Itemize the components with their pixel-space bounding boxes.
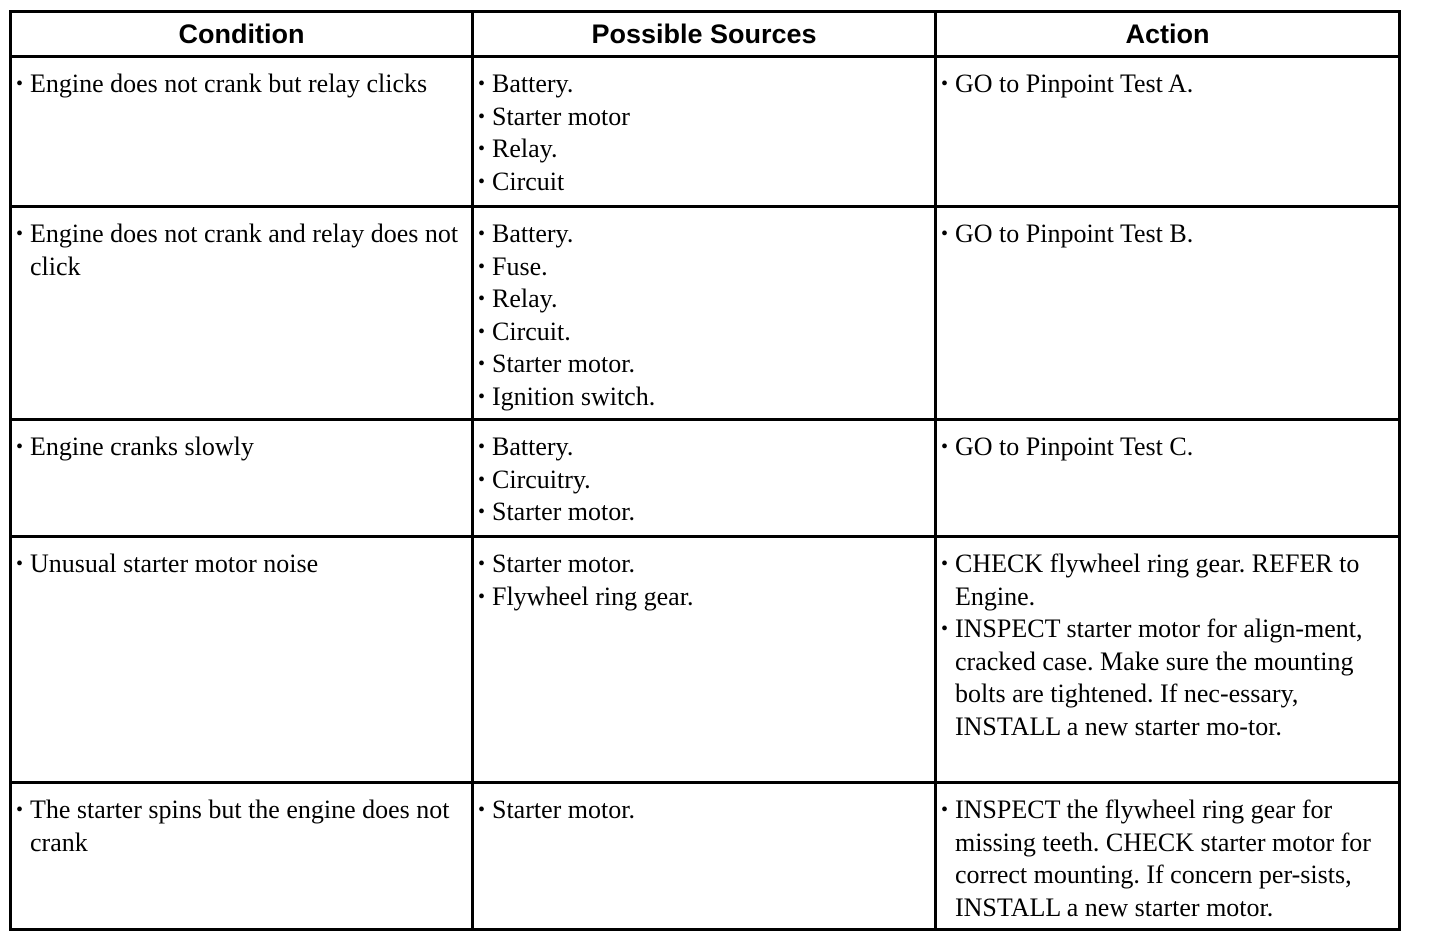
action-header: Action (936, 12, 1400, 57)
item-text: GO to Pinpoint Test B. (955, 219, 1194, 248)
item-text: Starter motor. (492, 349, 635, 378)
list-item (478, 381, 926, 414)
bullet-icon: • (941, 73, 949, 95)
bullet-icon: • (16, 223, 24, 245)
item-text: Battery. (492, 219, 574, 248)
item-text: GO to Pinpoint Test C. (955, 432, 1194, 461)
bullet-icon: • (478, 436, 486, 458)
list-item (16, 794, 463, 859)
condition-cell (11, 207, 473, 420)
item-text: Flywheel ring gear. (492, 581, 694, 611)
condition-header: Condition (11, 12, 473, 57)
bullet-icon: • (478, 468, 486, 491)
action-cell (936, 207, 1400, 420)
bullet-icon: • (16, 553, 24, 575)
condition-cell (11, 783, 473, 930)
condition-cell (11, 57, 473, 207)
action-cell (936, 537, 1400, 783)
list-item (16, 68, 463, 101)
item-text: Starter motor (492, 101, 630, 131)
sources-cell (473, 420, 936, 537)
bullet-icon: • (478, 138, 486, 160)
item-text: Relay. (492, 134, 558, 163)
bullet-icon: • (478, 170, 486, 193)
table-row (11, 537, 1400, 783)
list-item (478, 218, 926, 251)
list-item (478, 794, 926, 827)
action-cell (936, 783, 1400, 930)
sources-cell (473, 537, 936, 783)
list-item (478, 68, 926, 101)
diagnosis-table (9, 10, 1401, 931)
sources-cell (473, 783, 936, 930)
bullet-icon: • (16, 73, 24, 95)
item-text: Engine does not crank and relay does not click (30, 219, 459, 281)
item-text: Ignition switch. (492, 381, 656, 411)
item-text: The starter spins but the engine does not crank (30, 795, 450, 857)
item-text: Starter motor. (492, 795, 635, 824)
list-item (941, 431, 1390, 464)
list-item (478, 431, 926, 464)
item-text: CHECK flywheel ring gear. REFER to Engine. (955, 549, 1360, 611)
list-item (478, 581, 926, 614)
list-item (478, 496, 926, 529)
item-text: Unusual starter motor noise (30, 549, 319, 578)
sources-header: Possible Sources (473, 12, 936, 57)
action-cell (936, 57, 1400, 207)
bullet-icon: • (478, 385, 486, 408)
list-item (478, 316, 926, 349)
list-item (941, 218, 1390, 251)
action-cell (936, 420, 1400, 537)
list-item (16, 548, 463, 581)
table-row (11, 420, 1400, 537)
list-item (941, 68, 1390, 101)
list-item (941, 794, 1390, 924)
sources-cell (473, 207, 936, 420)
bullet-icon: • (16, 799, 24, 821)
list-item (478, 166, 926, 199)
list-item (478, 101, 926, 134)
list-item (478, 133, 926, 166)
list-item (16, 218, 463, 283)
bullet-icon: • (478, 553, 486, 575)
item-text: Relay. (492, 284, 558, 313)
item-text: Battery. (492, 432, 574, 461)
condition-cell (11, 537, 473, 783)
item-text: Battery. (492, 69, 574, 98)
list-item (478, 548, 926, 581)
item-text: Starter motor. (492, 497, 635, 526)
header-row (11, 12, 1400, 57)
bullet-icon: • (941, 436, 949, 458)
item-text: INSPECT starter motor for align-ment, cracked case. Make sure the mounting bolts are tightened. If nec-essary, INSTALL a new starter mo-tor. (955, 614, 1363, 741)
sources-cell (473, 57, 936, 207)
list-item (478, 251, 926, 284)
item-text: Starter motor. (492, 549, 635, 578)
item-text: Engine does not crank but relay clicks (30, 69, 428, 98)
bullet-icon: • (478, 223, 486, 245)
list-item (16, 431, 463, 464)
bullet-icon: • (478, 73, 486, 95)
list-item (941, 613, 1390, 743)
condition-cell (11, 420, 473, 537)
bullet-icon: • (478, 255, 486, 278)
list-item (478, 464, 926, 497)
bullet-icon: • (478, 353, 486, 375)
list-item (478, 348, 926, 381)
bullet-icon: • (941, 553, 949, 575)
bullet-icon: • (478, 501, 486, 523)
bullet-icon: • (478, 320, 486, 343)
bullet-icon: • (941, 618, 949, 640)
item-text: Circuit (492, 166, 565, 196)
bullet-icon: • (941, 223, 949, 245)
list-item (941, 548, 1390, 613)
bullet-icon: • (16, 436, 24, 458)
item-text: Circuit. (492, 316, 571, 346)
bullet-icon: • (478, 288, 486, 310)
list-item (478, 283, 926, 316)
bullet-icon: • (478, 585, 486, 608)
item-text: Circuitry. (492, 464, 591, 494)
table-row (11, 783, 1400, 930)
bullet-icon: • (941, 799, 949, 821)
bullet-icon: • (478, 799, 486, 821)
item-text: INSPECT the flywheel ring gear for missing teeth. CHECK starter motor for correct mounting. If concern per-sists, INSTALL a new starter motor. (955, 795, 1371, 922)
table-row (11, 57, 1400, 207)
item-text: Engine cranks slowly (30, 432, 254, 461)
item-text: Fuse. (492, 251, 548, 281)
item-text: GO to Pinpoint Test A. (955, 69, 1194, 98)
bullet-icon: • (478, 105, 486, 128)
table-row (11, 207, 1400, 420)
